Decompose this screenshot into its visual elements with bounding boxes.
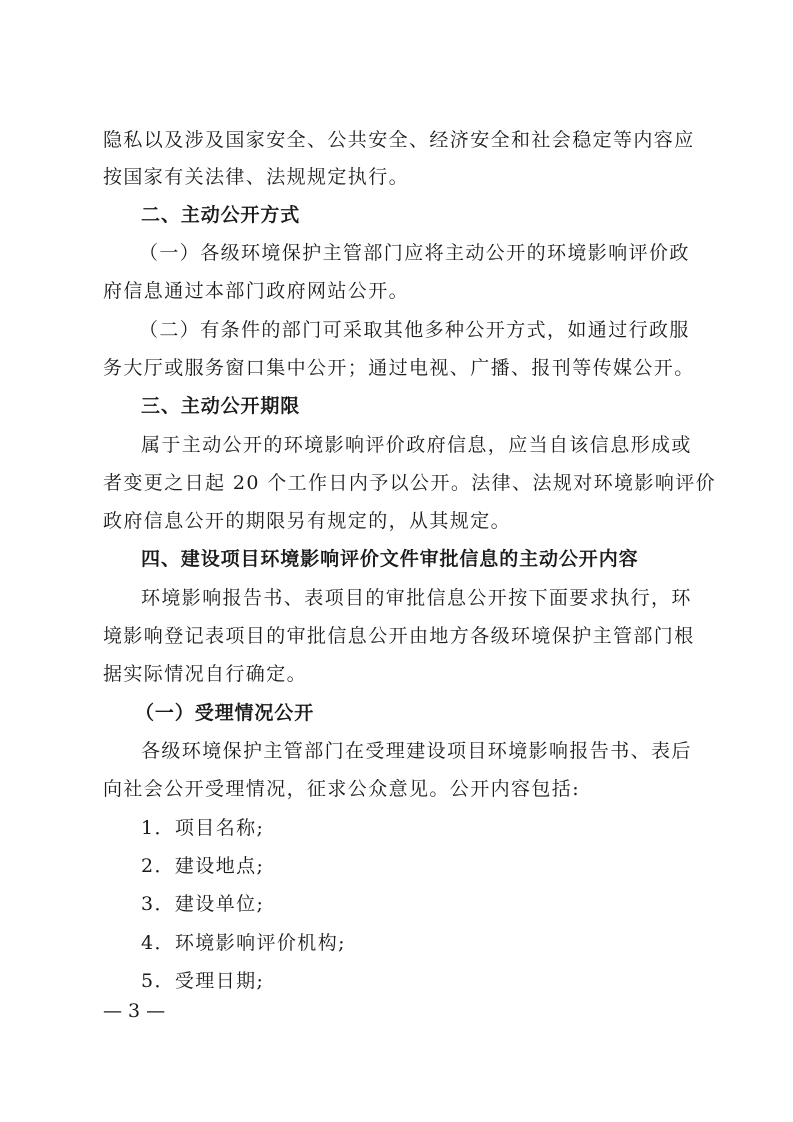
paragraph-line: 境影响登记表项目的审批信息公开由地方各级环境保护主管部门根 <box>103 625 695 647</box>
paragraph-line: 属于主动公开的环境影响评价政府信息，应当自该信息形成或 <box>141 434 692 456</box>
paragraph-line: 环境影响报告书、表项目的审批信息公开按下面要求执行，环 <box>141 587 692 609</box>
section-heading: 四、建设项目环境影响评价文件审批信息的主动公开内容 <box>141 548 639 570</box>
paragraph-line: （二）有条件的部门可采取其他多种公开方式，如通过行政服 <box>139 319 690 341</box>
paragraph-line: 者变更之日起 20 个工作日内予以公开。法律、法规对环境影响评价 <box>103 472 717 494</box>
page-number: — 3 — <box>103 1000 166 1022</box>
list-item: 3．建设单位; <box>141 893 265 915</box>
list-item: 2．建设地点; <box>141 855 265 877</box>
list-item: 4．环境影响评价机构; <box>141 932 346 954</box>
paragraph-line: 务大厅或服务窗口集中公开；通过电视、广播、报刊等传媒公开。 <box>103 357 695 379</box>
list-item: 5．受理日期; <box>141 970 265 992</box>
paragraph-line: 各级环境保护主管部门在受理建设项目环境影响报告书、表后 <box>141 740 692 762</box>
paragraph-line: （一）各级环境保护主管部门应将主动公开的环境影响评价政 <box>139 242 690 264</box>
paragraph-line: 隐私以及涉及国家安全、公共安全、经济安全和社会稳定等内容应 <box>103 129 695 151</box>
paragraph-line: 按国家有关法律、法规规定执行。 <box>103 166 410 188</box>
section-heading: 三、主动公开期限 <box>141 395 301 417</box>
paragraph-line: 据实际情况自行确定。 <box>103 663 308 685</box>
paragraph-line: 政府信息公开的期限另有规定的，从其规定。 <box>103 510 512 532</box>
list-item: 1．项目名称; <box>141 817 265 839</box>
paragraph-line: 向社会公开受理情况，征求公众意见。公开内容包括: <box>103 778 581 800</box>
section-heading: 二、主动公开方式 <box>141 204 301 226</box>
paragraph-line: 府信息通过本部门政府网站公开。 <box>103 280 410 302</box>
subsection-heading: （一）受理情况公开 <box>135 702 315 724</box>
